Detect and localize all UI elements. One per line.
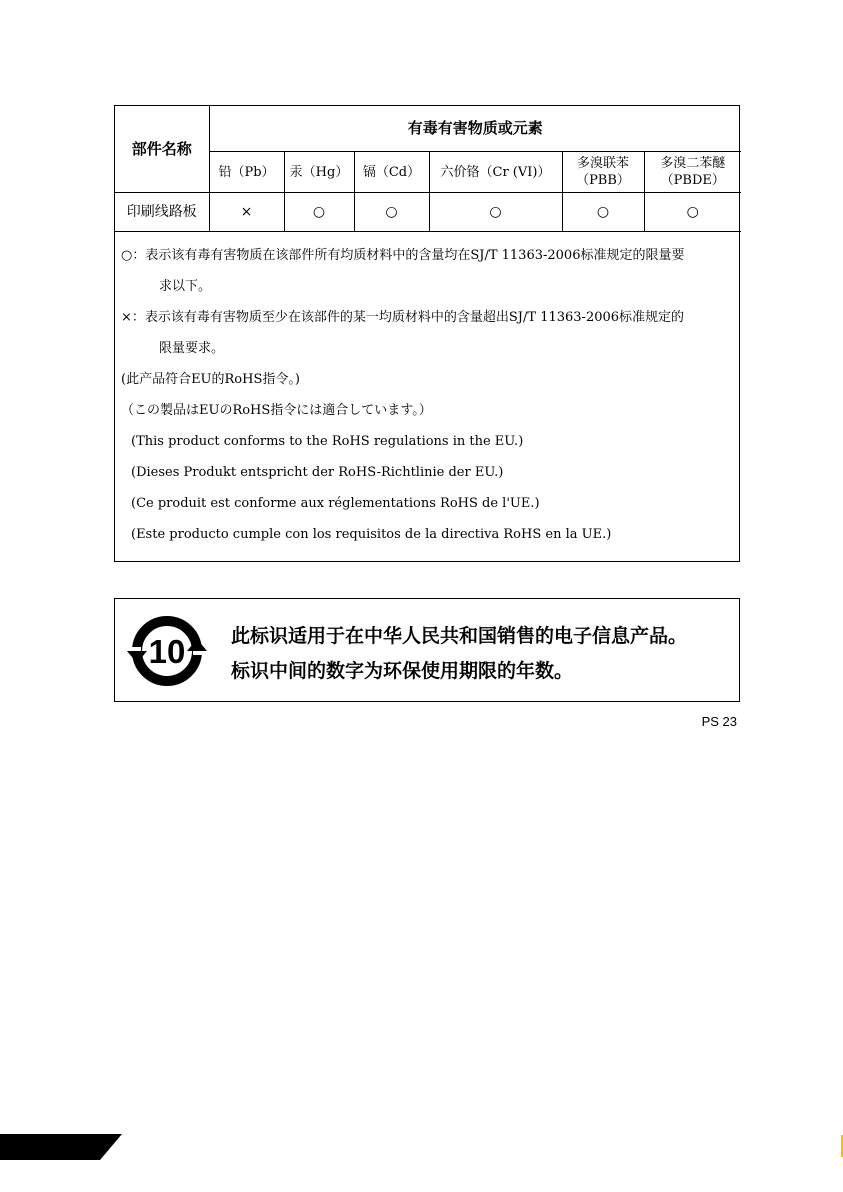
value-cell-pbde: ○	[644, 193, 741, 232]
rohs-note-english: (This product conforms to the RoHS regulations in the EU.)	[131, 434, 524, 449]
epup-text-line-2: 标识中间的数字为环保使用期限的年数。	[231, 660, 574, 682]
part-name-header: 部件名称	[115, 106, 209, 193]
rohs-note-french: (Ce produit est conforme aux réglementations RoHS de l'UE.)	[131, 496, 540, 511]
notes-section	[115, 232, 739, 550]
rohs-note-chinese: (此产品符合EU的RoHS指令。)	[121, 372, 300, 387]
column-header-pb: 铅（Pb）	[209, 152, 284, 193]
epup-label-box	[114, 598, 740, 702]
circle-note-line-2: 求以下。	[159, 279, 212, 294]
value-cell-cr6: ○	[429, 193, 562, 232]
epup-number: 10	[148, 633, 186, 670]
part-name-cell: 印刷线路板	[115, 193, 209, 232]
value-cell-cd: ○	[354, 193, 429, 232]
column-header-cr6: 六价铬（Cr (VI)）	[429, 152, 562, 193]
column-header-cd: 镉（Cd）	[354, 152, 429, 193]
column-header-pbb: 多溴联苯 （PBB）	[562, 152, 644, 193]
substances-header: 有毒有害物质或元素	[209, 106, 741, 152]
value-cell-pbb: ○	[562, 193, 644, 232]
rohs-note-japanese: （この製品はEUのRoHS指令には適合しています。）	[121, 403, 432, 418]
value-cell-pb: ×	[209, 193, 284, 232]
hazardous-substances-box	[114, 105, 740, 562]
value-cell-hg: ○	[284, 193, 354, 232]
cross-note-line-2: 限量要求。	[159, 341, 225, 356]
rohs-note-spanish: (Este producto cumple con los requisitos de la directiva RoHS en la UE.)	[131, 527, 612, 542]
table-row	[115, 193, 741, 232]
page-corner-tab	[0, 1134, 126, 1162]
epup-description	[231, 619, 687, 689]
hazardous-substances-table	[115, 106, 741, 232]
epup-10-recycle-icon	[127, 611, 207, 691]
circle-note-line-1: ○：表示该有毒有害物质在该部件所有均质材料中的含量均在SJ/T 11363-2006标准规定的限量要	[121, 248, 685, 263]
page-number: PS 23	[701, 714, 737, 729]
cross-note-line-1: ×：表示该有毒有害物质至少在该部件的某一均质材料中的含量超出SJ/T 11363-2006标准规定的	[121, 310, 685, 325]
column-header-pbde: 多溴二苯醚 （PBDE）	[644, 152, 741, 193]
column-header-hg: 汞（Hg）	[284, 152, 354, 193]
rohs-note-german: (Dieses Produkt entspricht der RoHS-Richtlinie der EU.)	[131, 465, 504, 480]
epup-text-line-1: 此标识适用于在中华人民共和国销售的电子信息产品。	[231, 625, 688, 647]
